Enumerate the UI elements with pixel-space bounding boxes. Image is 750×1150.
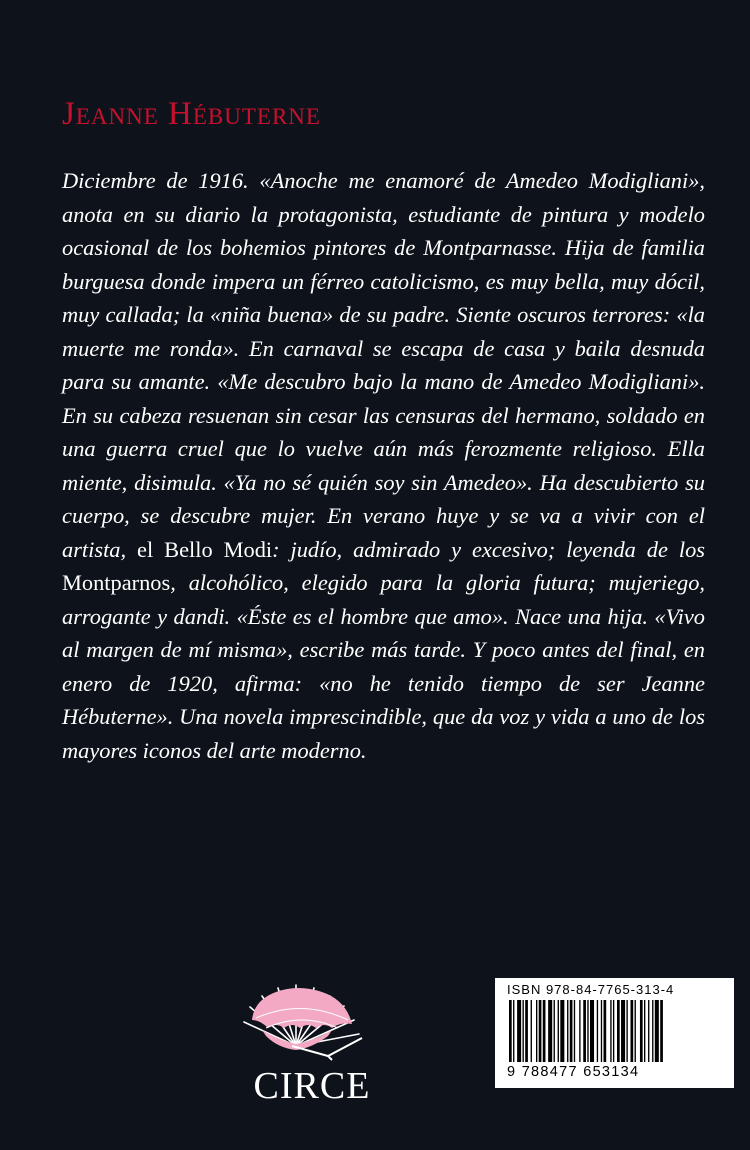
- blurb-segment: Diciembre de 1916. «Anoche me enamoré de Amedeo Modigliani», anota en su diario la protagonista, estudiante de pintura y modelo ocasional de los bohemios pintores de Montparnasse. Hija de familia burguesa donde impera un férreo catolicismo, es muy bella, muy dócil, muy callada; la «niña buena» de su padre. Siente oscuros terrores: «la muerte me ronda». En carnaval se escapa de casa y baila desnuda para su amante. «Me descubro bajo la mano de Amedeo Modigliani». En su cabeza resuenan sin cesar las censuras del hermano, soldado en una guerra cruel que lo vuelve aún más ferozmente religioso. Ella miente, disimula. «Ya no sé quién soy sin Amedeo». Ha descubierto su cuerpo, se descubre mujer. En verano huye y se va a vivir con el artista,: [62, 168, 705, 562]
- barcode-bar: [617, 1000, 620, 1062]
- barcode-bar: [604, 1000, 607, 1062]
- blurb-segment: el Bello Modi: [137, 536, 273, 562]
- barcode-bar: [597, 1000, 598, 1062]
- barcode-bar: [574, 1000, 575, 1062]
- blurb-segment: : judío, admirado y excesivo; leyenda de los: [272, 536, 705, 562]
- barcode-bar: [613, 1000, 614, 1062]
- barcode-bar: [548, 1000, 552, 1062]
- barcode-bar: [554, 1000, 555, 1062]
- barcode-bar: [543, 1000, 546, 1062]
- barcode-bar: [652, 1000, 653, 1062]
- barcode-bar: [640, 1000, 643, 1062]
- barcode-bar: [513, 1000, 514, 1062]
- book-title: Jeanne Hébuterne: [62, 96, 321, 132]
- barcode-bar: [590, 1000, 594, 1062]
- barcode-bar: [579, 1000, 580, 1062]
- barcode-bar: [536, 1000, 537, 1062]
- isbn-label: ISBN 978-84-7765-313-4: [507, 982, 675, 997]
- barcode-bar: [570, 1000, 573, 1062]
- barcode-bar: [583, 1000, 586, 1062]
- barcode-bar: [531, 1000, 532, 1062]
- blurb-segment: , alcohólico, elegido para la gloria futura; mujeriego, arrogante y dandi. «Éste es el hombre que amo». Nace una hija. «Vivo al margen de mí misma», escribe más tarde. Y poco antes del final, en enero de 1920, afirma: «no he tenido tiempo de ser Jeanne Hébuterne». Una novela imprescindible, que da voz y vida a uno de los mayores iconos del arte moderno.: [62, 570, 705, 763]
- publisher-name: CIRCE: [253, 1065, 371, 1107]
- barcode-bar: [525, 1000, 528, 1062]
- barcode-bar: [560, 1000, 564, 1062]
- barcode-bar: [558, 1000, 559, 1062]
- barcode-bar: [644, 1000, 645, 1062]
- barcode-bar: [509, 1000, 512, 1062]
- barcode-bar: [631, 1000, 634, 1062]
- pink-fan-icon: [232, 982, 392, 1062]
- barcode-bar: [587, 1000, 588, 1062]
- barcode-bar: [626, 1000, 627, 1062]
- blurb-segment: Montparnos: [62, 570, 171, 595]
- barcode-bar: [621, 1000, 625, 1062]
- barcode-bar: [567, 1000, 568, 1062]
- barcode-bar: [523, 1000, 524, 1062]
- isbn-barcode: [495, 978, 734, 1088]
- barcode-bar: [655, 1000, 659, 1062]
- publisher-logo: [232, 982, 392, 1114]
- back-cover-blurb: [62, 164, 705, 767]
- barcode-bar: [635, 1000, 636, 1062]
- barcode-bar: [610, 1000, 611, 1062]
- barcode-bar: [517, 1000, 521, 1062]
- barcode-digits: 9 788477 653134: [507, 1064, 640, 1080]
- barcode-bar: [660, 1000, 663, 1062]
- barcode-bar: [539, 1000, 542, 1062]
- barcode-bars: [505, 1000, 724, 1064]
- barcode-bar: [648, 1000, 649, 1062]
- barcode-bar: [601, 1000, 602, 1062]
